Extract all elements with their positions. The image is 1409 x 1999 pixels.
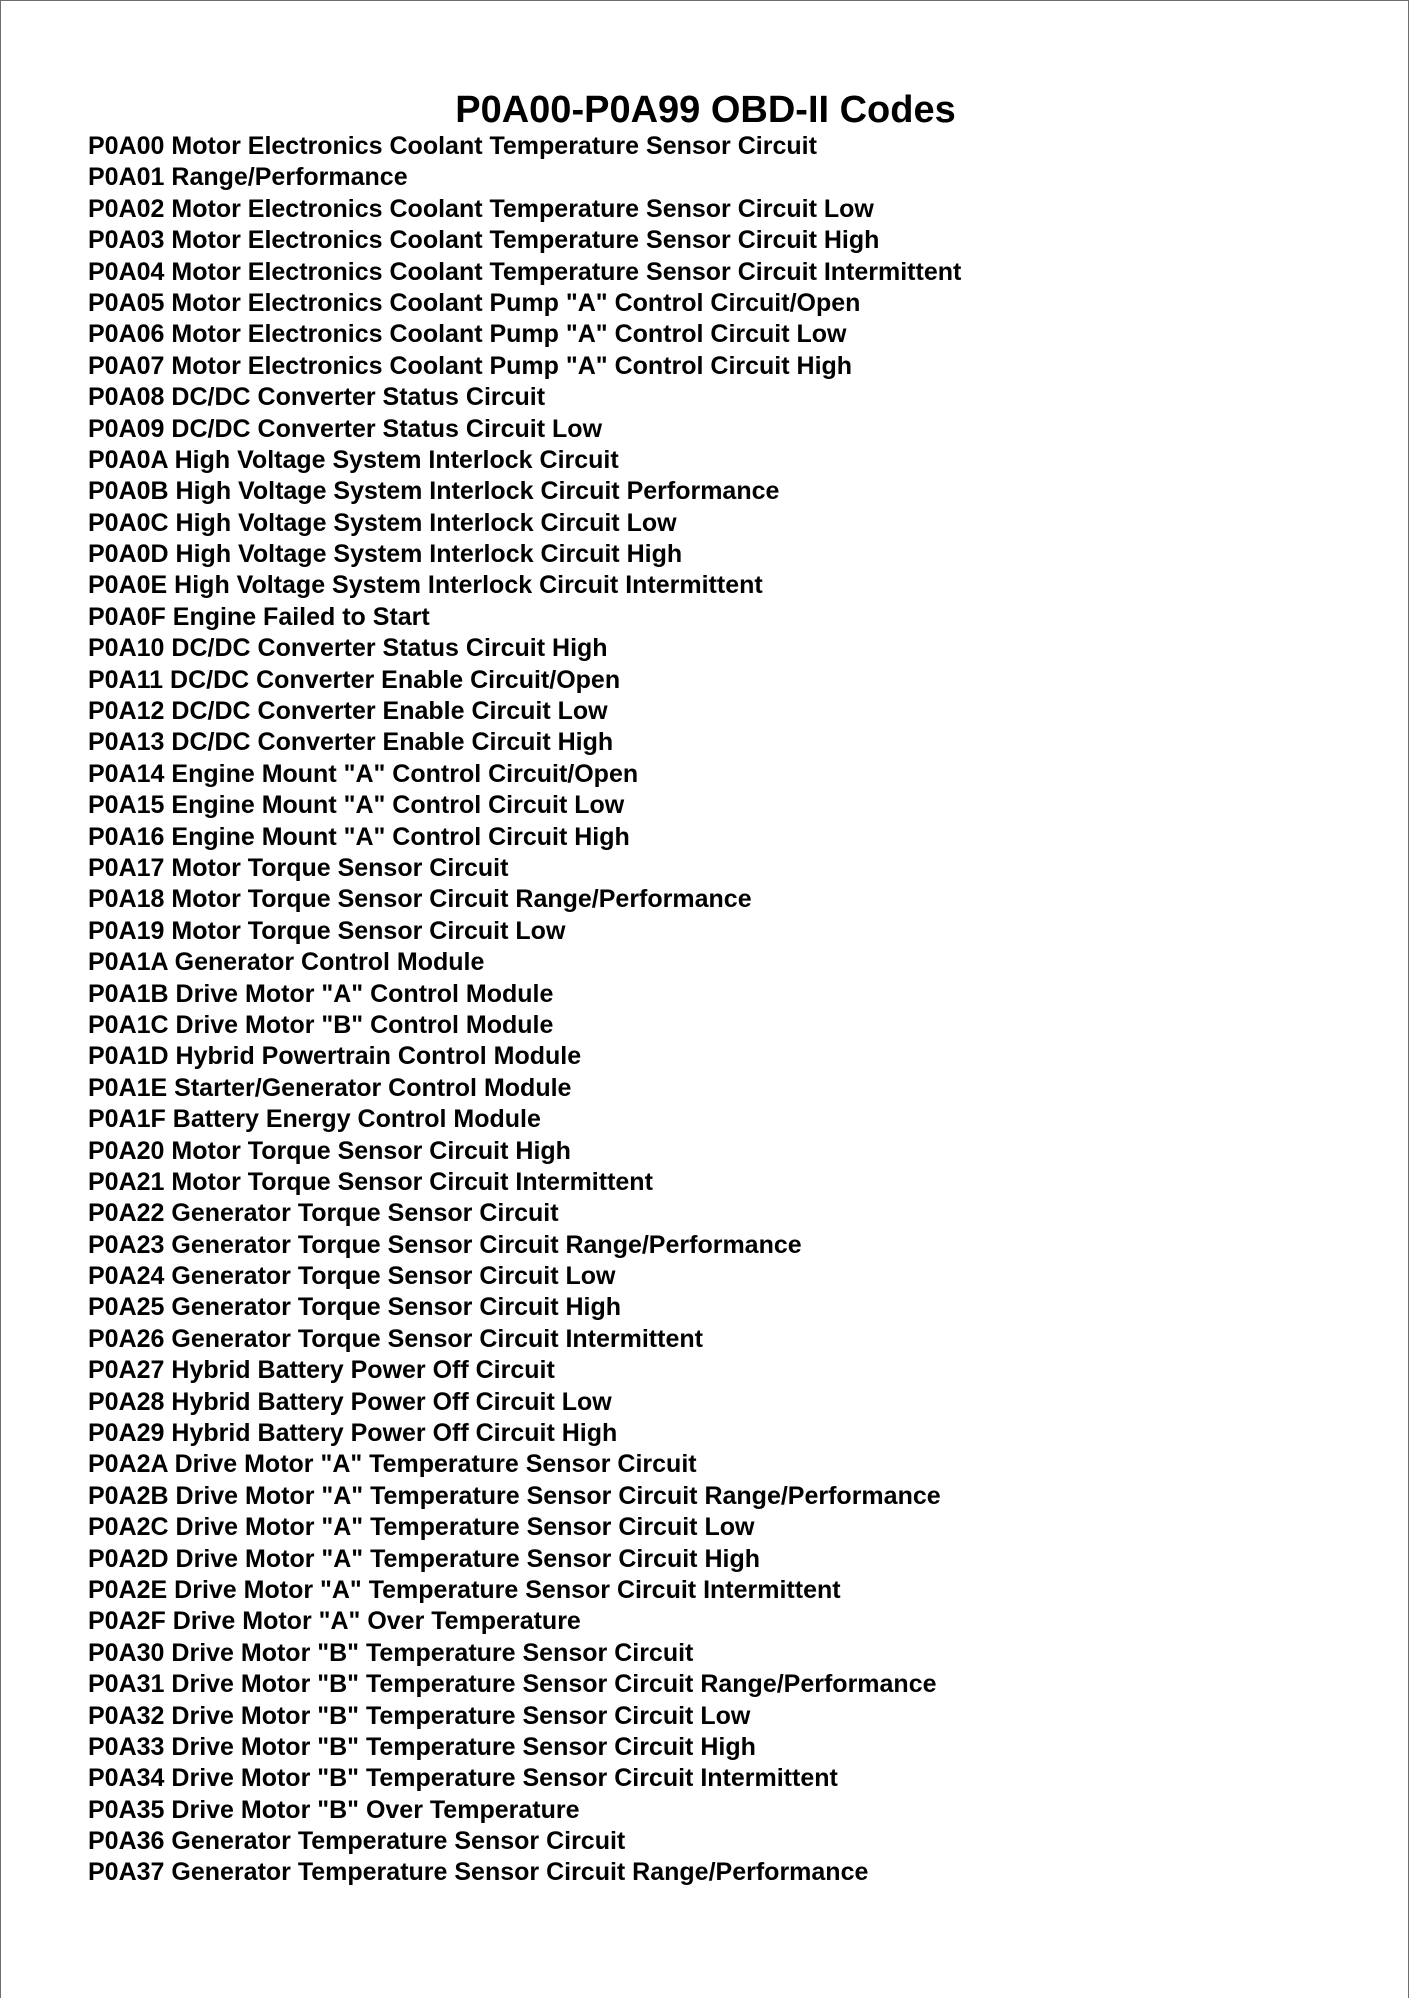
code-description: Motor Torque Sensor Circuit High [171,1136,571,1165]
code-id: P0A12 [88,697,165,726]
code-entry [88,319,961,350]
code-id: P0A02 [88,194,165,223]
code-entry [88,1732,961,1763]
code-id: P0A2B [88,1481,169,1510]
code-description: Starter/Generator Control Module [174,1073,572,1102]
code-entry [88,1387,961,1418]
code-description: High Voltage System Interlock Circuit Performance [175,477,780,506]
code-entry [88,351,961,382]
code-id: P0A0D [88,540,169,569]
code-entry [88,822,961,853]
code-id: P0A13 [88,728,165,757]
code-entry [88,1355,961,1386]
code-entry [88,131,961,162]
code-entry [88,1701,961,1732]
code-entry [88,853,961,884]
code-entry [88,194,961,225]
code-entry [88,1418,961,1449]
code-id: P0A27 [88,1356,165,1385]
code-id: P0A1A [88,948,168,977]
code-description: Motor Torque Sensor Circuit [171,853,509,882]
code-id: P0A15 [88,791,165,820]
code-description: Drive Motor "A" Control Module [175,979,554,1008]
code-entry [88,790,961,821]
code-entry [88,916,961,947]
code-description: Generator Torque Sensor Circuit High [171,1293,622,1322]
code-id: P0A20 [88,1136,165,1165]
code-entry [88,665,961,696]
code-description: High Voltage System Interlock Circuit High [175,540,683,569]
code-entry [88,1292,961,1323]
code-entry [88,1575,961,1606]
code-description: Battery Energy Control Module [172,1105,541,1134]
code-id: P0A01 [88,163,165,192]
code-entry [88,257,961,288]
code-id: P0A22 [88,1199,165,1228]
code-id: P0A2C [88,1513,169,1542]
code-description: Motor Electronics Coolant Temperature Sensor Circuit [171,132,817,160]
code-entry [88,476,961,507]
code-description: Engine Mount "A" Control Circuit Low [171,791,625,820]
code-entry [88,1857,961,1888]
code-entry [88,727,961,758]
code-description: Engine Mount "A" Control Circuit/Open [171,759,639,788]
code-entry [88,1826,961,1857]
code-description: Generator Temperature Sensor Circuit Range/Performance [171,1858,869,1887]
code-id: P0A2E [88,1575,168,1604]
code-description: Motor Electronics Coolant Pump "A" Control Circuit High [171,351,853,380]
code-id: P0A04 [88,257,165,286]
code-entry [88,539,961,570]
code-description: Motor Electronics Coolant Pump "A" Control Circuit Low [171,320,847,349]
code-id: P0A28 [88,1387,165,1416]
code-entry [88,508,961,539]
code-description: Motor Torque Sensor Circuit Low [171,916,566,945]
code-list [88,131,961,1889]
code-description: DC/DC Converter Status Circuit [171,383,546,412]
code-entry [88,1198,961,1229]
code-id: P0A35 [88,1795,165,1824]
code-description: Drive Motor "A" Temperature Sensor Circuit Range/Performance [175,1481,941,1510]
code-entry [88,884,961,915]
code-description: Drive Motor "B" Temperature Sensor Circuit Low [171,1701,751,1730]
code-id: P0A37 [88,1858,165,1887]
code-entry [88,1638,961,1669]
code-id: P0A1B [88,979,169,1008]
code-description: Motor Electronics Coolant Temperature Sensor Circuit High [171,226,880,255]
code-id: P0A34 [88,1764,165,1793]
code-entry [88,1041,961,1072]
code-entry [88,759,961,790]
code-entry [88,1261,961,1292]
code-id: P0A10 [88,634,165,663]
code-id: P0A2D [88,1544,169,1573]
code-entry [88,382,961,413]
code-id: P0A36 [88,1827,165,1856]
code-entry [88,225,961,256]
code-entry [88,414,961,445]
code-id: P0A11 [88,665,164,694]
code-entry [88,1073,961,1104]
code-id: P0A0C [88,508,169,537]
code-description: Generator Torque Sensor Circuit Range/Performance [171,1230,802,1259]
code-description: Drive Motor "B" Temperature Sensor Circuit [171,1638,694,1667]
code-description: Drive Motor "A" Temperature Sensor Circuit [174,1450,697,1479]
code-id: P0A05 [88,288,165,317]
code-id: P0A0F [88,602,166,631]
code-description: Hybrid Powertrain Control Module [175,1042,582,1071]
code-entry [88,1167,961,1198]
code-entry [88,1230,961,1261]
code-id: P0A1C [88,1010,169,1039]
code-id: P0A0B [88,477,169,506]
code-entry [88,1010,961,1041]
code-id: P0A23 [88,1230,165,1259]
code-entry [88,633,961,664]
code-description: Engine Mount "A" Control Circuit High [171,822,630,851]
code-description: Engine Failed to Start [172,602,430,631]
code-id: P0A16 [88,822,165,851]
code-id: P0A2F [88,1607,166,1636]
code-entry [88,947,961,978]
code-description: Hybrid Battery Power Off Circuit High [171,1419,618,1448]
code-entry [88,1606,961,1637]
code-entry [88,1481,961,1512]
code-description: Drive Motor "B" Temperature Sensor Circuit High [171,1732,756,1761]
code-id: P0A32 [88,1701,165,1730]
code-description: Drive Motor "B" Over Temperature [171,1795,580,1824]
code-description: Drive Motor "A" Over Temperature [172,1607,581,1636]
code-id: P0A33 [88,1732,165,1761]
code-description: DC/DC Converter Enable Circuit High [171,728,614,757]
code-description: Range/Performance [171,163,408,192]
code-entry [88,1795,961,1826]
code-description: Generator Torque Sensor Circuit Intermittent [171,1324,703,1353]
code-description: DC/DC Converter Status Circuit High [171,634,608,663]
code-id: P0A1D [88,1042,169,1071]
code-entry [88,445,961,476]
code-description: DC/DC Converter Status Circuit Low [171,414,603,443]
code-description: DC/DC Converter Enable Circuit/Open [170,665,621,694]
code-id: P0A06 [88,320,165,349]
code-description: Generator Temperature Sensor Circuit [171,1827,626,1856]
code-id: P0A2A [88,1450,168,1479]
code-description: Motor Electronics Coolant Temperature Sensor Circuit Low [171,194,874,223]
code-entry [88,288,961,319]
code-description: Generator Control Module [174,948,485,977]
code-description: Motor Torque Sensor Circuit Range/Performance [171,885,752,914]
code-entry [88,979,961,1010]
code-description: High Voltage System Interlock Circuit [174,445,619,474]
code-description: Drive Motor "A" Temperature Sensor Circuit Intermittent [174,1575,841,1604]
code-id: P0A0E [88,571,168,600]
code-entry [88,570,961,601]
code-id: P0A00 [88,132,165,160]
code-description: High Voltage System Interlock Circuit Low [175,508,677,537]
code-id: P0A0A [88,445,168,474]
page-title: P0A00-P0A99 OBD-II Codes [455,89,956,131]
code-id: P0A30 [88,1638,165,1667]
code-description: High Voltage System Interlock Circuit Intermittent [174,571,763,600]
code-id: P0A24 [88,1262,165,1291]
code-entry [88,696,961,727]
code-id: P0A21 [88,1167,165,1196]
code-id: P0A07 [88,351,165,380]
code-entry [88,1669,961,1700]
code-id: P0A09 [88,414,165,443]
code-entry [88,1763,961,1794]
code-id: P0A14 [88,759,165,788]
code-description: Motor Electronics Coolant Pump "A" Control Circuit/Open [171,288,861,317]
code-description: Drive Motor "A" Temperature Sensor Circuit Low [175,1513,755,1542]
code-id: P0A26 [88,1324,165,1353]
code-description: Generator Torque Sensor Circuit Low [171,1262,616,1291]
code-id: P0A18 [88,885,165,914]
code-entry [88,1104,961,1135]
code-description: Drive Motor "A" Temperature Sensor Circuit High [175,1544,760,1573]
code-id: P0A31 [88,1670,165,1699]
code-id: P0A1F [88,1105,166,1134]
code-entry [88,1512,961,1543]
code-entry [88,602,961,633]
code-id: P0A03 [88,226,165,255]
code-description: DC/DC Converter Enable Circuit Low [171,697,608,726]
code-description: Motor Torque Sensor Circuit Intermittent [171,1167,653,1196]
code-description: Hybrid Battery Power Off Circuit [171,1356,555,1385]
code-id: P0A1E [88,1073,168,1102]
code-entry [88,1324,961,1355]
code-id: P0A08 [88,383,165,412]
code-id: P0A29 [88,1419,165,1448]
code-description: Generator Torque Sensor Circuit [171,1199,559,1228]
code-description: Drive Motor "B" Temperature Sensor Circuit Range/Performance [171,1670,937,1699]
code-id: P0A19 [88,916,165,945]
code-id: P0A17 [88,853,165,882]
code-entry [88,1544,961,1575]
code-entry [88,162,961,193]
code-entry [88,1136,961,1167]
code-description: Motor Electronics Coolant Temperature Sensor Circuit Intermittent [171,257,962,286]
code-id: P0A25 [88,1293,165,1322]
code-description: Drive Motor "B" Temperature Sensor Circuit Intermittent [171,1764,838,1793]
code-description: Hybrid Battery Power Off Circuit Low [171,1387,612,1416]
code-description: Drive Motor "B" Control Module [175,1010,554,1039]
code-entry [88,1449,961,1480]
